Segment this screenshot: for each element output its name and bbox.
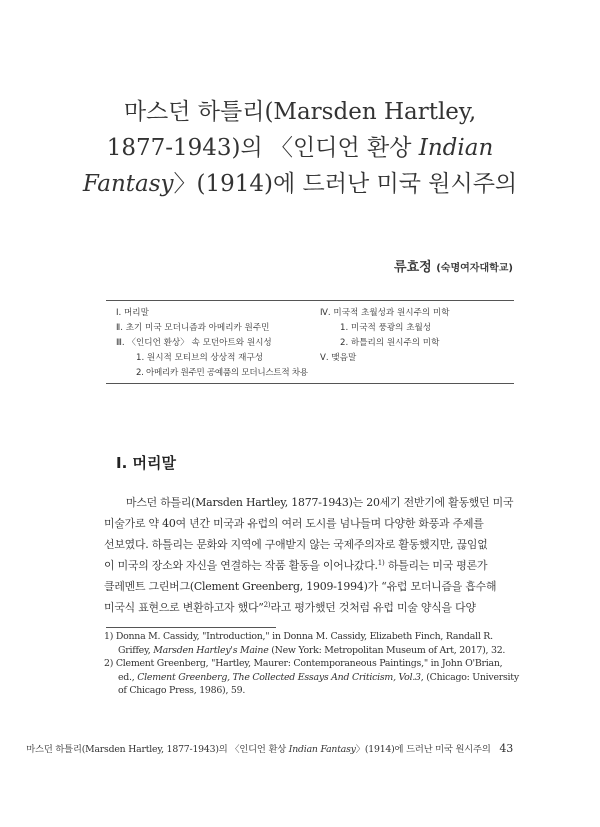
running-footer [26, 741, 513, 755]
toc-item: Ⅳ. 미국적 초월성과 원시주의 미학 [320, 308, 450, 318]
author-byline [394, 256, 513, 275]
title-line-2-text: 1877-1943)의 〈인디언 환상 [106, 135, 419, 161]
toc-right-column [320, 306, 450, 366]
toc-subitem: 2. 아메리카 원주민 공예품의 모더니스트적 차용 [136, 368, 308, 378]
footnote-ref-1[interactable]: 1) [377, 559, 385, 567]
footnote-2 [104, 657, 519, 698]
footnote-1-line-b-post: (New York: Metropolitan Museum of Art, 2017), 32. [268, 644, 506, 656]
toc-left-column [116, 306, 308, 381]
toc-item: Ⅲ. 〈인디언 환상〉 속 모던아트와 원시성 [116, 338, 272, 348]
footnote-2-line-c: of Chicago Press, 1986), 59. [118, 685, 246, 697]
author-affiliation: (숙명여자대학교) [436, 263, 513, 274]
toc-item: Ⅱ. 초기 미국 모더니즘과 아메리카 원주민 [116, 323, 270, 333]
title-line-1: 마스던 하틀리(Marsden Hartley, [123, 99, 477, 125]
body-line: 미술가로 약 40여 년간 미국과 유럽의 여러 도시를 넘나들며 다양한 화풍과 주제를 [104, 517, 484, 530]
footnotes [104, 630, 519, 698]
page-number: 43 [499, 742, 513, 755]
title-line-3-italic: Fantasy [82, 171, 174, 197]
title-line-2 [0, 130, 600, 166]
footnote-1-title: Marsden Hartley's Maine [153, 644, 269, 656]
footnote-ref-2[interactable]: 2) [263, 601, 271, 609]
title-line-3-text: 〉(1914)에 드러난 미국 원시주의 [173, 171, 518, 197]
footnote-2-line-b-post: , (Chicago: University [420, 671, 519, 683]
toc-bottom-rule [106, 383, 514, 384]
body-line-tail: 하틀리는 미국 평론가 [384, 559, 488, 572]
toc-subitem: 2. 하틀리의 원시주의 미학 [340, 338, 440, 348]
title-line-3 [0, 166, 600, 202]
toc-top-rule [106, 300, 514, 301]
body-line-text: 미국식 표현으로 변환하고자 했다” [104, 601, 264, 614]
footnote-rule [106, 627, 276, 628]
body-line-tail: 라고 평가했던 것처럼 유럽 미술 양식을 다양 [270, 601, 476, 614]
toc-item: Ⅴ. 맺음말 [320, 353, 357, 363]
footnote-1 [104, 630, 516, 657]
body-paragraph [104, 492, 514, 618]
body-line: 클레멘트 그린버그(Clement Greenberg, 1909-1994)가 “유럽 모더니즘을 흡수해 [104, 580, 497, 593]
toc-subitem: 1. 미국적 풍광의 초월성 [340, 323, 432, 333]
body-line-text: 이 미국의 장소와 자신을 연결하는 작품 활동을 이어나갔다. [104, 559, 378, 572]
title-line-2-italic: Indian [418, 135, 494, 161]
footnote-1-line-b-pre: Griffey, [118, 644, 154, 656]
body-line: 선보였다. 하틀리는 문화와 지역에 구애받지 않는 국제주의자로 활동했지만, 끊임없 [104, 538, 488, 551]
body-line [104, 555, 514, 576]
running-title-post: 〉(1914)에 드러난 미국 원시주의 [355, 744, 491, 755]
toc-subitem: 1. 원시적 모티브의 상상적 재구성 [136, 353, 264, 363]
author-name: 류효정 [394, 260, 432, 275]
section-heading: Ⅰ. 머리말 [116, 454, 176, 472]
footnote-2-line-a: 2) Clement Greenberg, "Hartley, Maurer: Contemporaneous Paintings," in John O'Brian, [104, 658, 503, 670]
footnote-2-line-b-pre: ed., [118, 671, 138, 683]
footnote-1-line-a: 1) Donna M. Cassidy, "Introduction," in Donna M. Cassidy, Elizabeth Finch, Randall R. [104, 631, 493, 642]
footnote-2-title: Clement Greenberg, The Collected Essays And Criticism, Vol.3 [137, 671, 421, 683]
article-title [0, 94, 600, 202]
body-line [104, 597, 514, 618]
running-title-italic: Indian Fantasy [288, 744, 356, 755]
toc-item: Ⅰ. 머리말 [116, 308, 149, 318]
body-line: 마스던 하틀리(Marsden Hartley, 1877-1943)는 20세기 전반기에 활동했던 미국 [126, 496, 514, 509]
running-title-pre: 마스던 하틀리(Marsden Hartley, 1877-1943)의 〈인디언 환상 [26, 744, 289, 755]
